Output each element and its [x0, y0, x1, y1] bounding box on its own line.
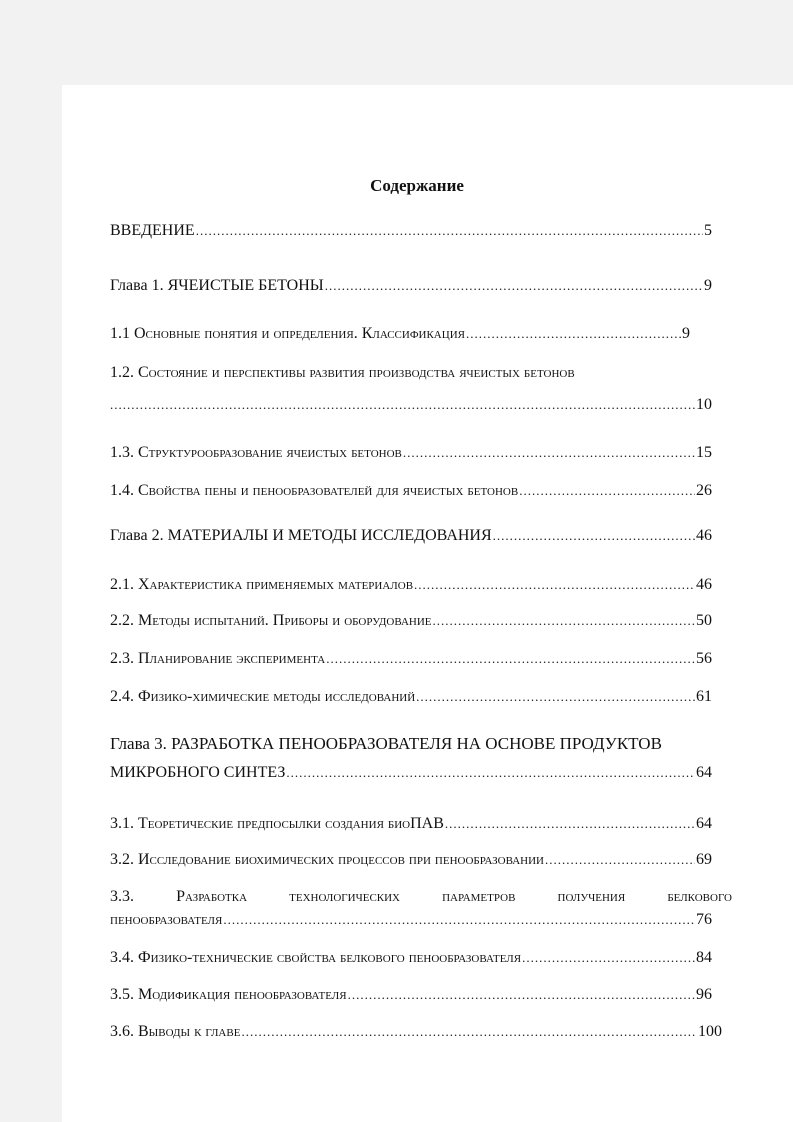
- toc-entry-page: 10: [696, 396, 712, 413]
- toc-entry-label: МИКРОБНОГО СИНТЕЗ: [110, 764, 286, 781]
- toc-entry-page: 46: [696, 527, 712, 544]
- toc-word: белкового: [667, 888, 732, 905]
- toc-entry-label: 1.1 Основные понятия и определения. Классификация: [110, 325, 465, 342]
- leader-dots: [493, 528, 695, 544]
- toc-entry-3-1[interactable]: [110, 815, 712, 833]
- toc-entry-label: 3.6. Выводы к главе: [110, 1023, 241, 1040]
- toc-word: технологических: [289, 888, 400, 905]
- toc-entry-label: 3.5. Модификация пенообразователя: [110, 986, 347, 1003]
- toc-entry-3-2[interactable]: [110, 851, 712, 869]
- toc-entry-chapter-3-line2[interactable]: [110, 764, 712, 782]
- page-title: Содержание: [370, 176, 464, 195]
- leader-dots: [522, 950, 695, 966]
- leader-dots: [519, 483, 695, 499]
- toc-word: получения: [557, 888, 626, 905]
- toc-entry-2-4[interactable]: [110, 688, 712, 706]
- toc-entry-2-2[interactable]: [110, 612, 712, 630]
- toc-entry-3-4[interactable]: [110, 949, 712, 967]
- toc-entry-3-5[interactable]: [110, 986, 712, 1004]
- toc-entry-1-1[interactable]: [110, 325, 690, 343]
- toc-entry-introduction[interactable]: [110, 222, 712, 240]
- toc-entry-2-1[interactable]: [110, 576, 712, 594]
- toc-entry-label: 2.3. Планирование эксперимента: [110, 650, 326, 667]
- toc-entry-page: 64: [696, 815, 712, 832]
- leader-dots: [286, 765, 695, 781]
- toc-entry-1-2-line2[interactable]: [110, 396, 712, 414]
- toc-word: 3.3.: [110, 888, 134, 905]
- toc-entry-label: Глава 1. ЯЧЕИСТЫЕ БЕТОНЫ: [110, 277, 324, 294]
- leader-dots: [445, 816, 695, 832]
- toc-entry-page: 26: [696, 482, 712, 499]
- toc-entry-label: 2.4. Физико-химические методы исследований: [110, 688, 416, 705]
- toc-word: Разработка: [176, 888, 248, 905]
- toc-entry-3-3-line2[interactable]: [110, 911, 712, 929]
- toc-entry-page: 64: [696, 764, 712, 781]
- toc-entry-1-4[interactable]: [110, 482, 712, 500]
- toc-entry-chapter-1[interactable]: [110, 277, 712, 295]
- toc-entry-label: 1.3. Структурообразование ячеистых бетонов: [110, 444, 402, 461]
- toc-entry-label: 2.2. Методы испытаний. Приборы и оборудование: [110, 612, 432, 629]
- toc-entry-page: 9: [682, 325, 690, 342]
- leader-dots: [110, 397, 695, 413]
- leader-dots: [223, 912, 695, 928]
- leader-dots: [325, 278, 703, 294]
- toc-entry-label: ВВЕДЕНИЕ: [110, 222, 195, 239]
- toc-entry-label: 2.1. Характеристика применяемых материалов: [110, 576, 414, 593]
- toc-entry-3-3-line1[interactable]: [110, 888, 732, 906]
- leader-dots: [433, 613, 695, 629]
- toc-entry-3-6[interactable]: [110, 1023, 722, 1041]
- toc-entry-page: 69: [696, 851, 712, 868]
- toc-entry-label: 3.4. Физико-технические свойства белкового пенообразователя: [110, 949, 522, 966]
- leader-dots: [403, 445, 695, 461]
- toc-entry-page: 9: [704, 277, 712, 294]
- toc-entry-label: 3.1. Теоретические предпосылки создания биоПАВ: [110, 815, 444, 832]
- toc-entry-label: Глава 2. МАТЕРИАЛЫ И МЕТОДЫ ИССЛЕДОВАНИЯ: [110, 527, 492, 544]
- toc-entry-page: 50: [696, 612, 712, 629]
- toc-entry-2-3[interactable]: [110, 650, 712, 668]
- leader-dots: [466, 326, 681, 342]
- toc-entry-page: 15: [696, 444, 712, 461]
- toc-entry-1-3[interactable]: [110, 444, 712, 462]
- leader-dots: [414, 577, 695, 593]
- leader-dots: [416, 689, 695, 705]
- leader-dots: [326, 651, 695, 667]
- toc-entry-page: 76: [696, 911, 712, 928]
- toc-entry-page: 96: [696, 986, 712, 1003]
- toc-word: параметров: [442, 888, 516, 905]
- toc-entry-page: 61: [696, 688, 712, 705]
- toc-entry-page: 56: [696, 650, 712, 667]
- toc-entry-chapter-2[interactable]: [110, 527, 712, 545]
- toc-entry-page: 100: [698, 1023, 722, 1040]
- toc-entry-label: 3.2. Исследование биохимических процессов при пенообразовании: [110, 851, 544, 868]
- toc-entry-page: 5: [704, 222, 712, 239]
- toc-entry-label: 1.4. Свойства пены и пенообразователей для ячеистых бетонов: [110, 482, 519, 499]
- toc-entry-chapter-3-line1[interactable]: Глава 3. РАЗРАБОТКА ПЕНООБРАЗОВАТЕЛЯ НА ОСНОВЕ ПРОДУКТОВ: [110, 734, 662, 753]
- toc-entry-page: 46: [696, 576, 712, 593]
- leader-dots: [348, 987, 695, 1003]
- leader-dots: [241, 1024, 697, 1040]
- leader-dots: [196, 223, 703, 239]
- toc-entry-1-2-line1[interactable]: 1.2. Состояние и перспективы развития производства ячеистых бетонов: [110, 364, 575, 381]
- leader-dots: [545, 852, 695, 868]
- toc-entry-page: 84: [696, 949, 712, 966]
- toc-entry-label: пенообразователя: [110, 911, 223, 928]
